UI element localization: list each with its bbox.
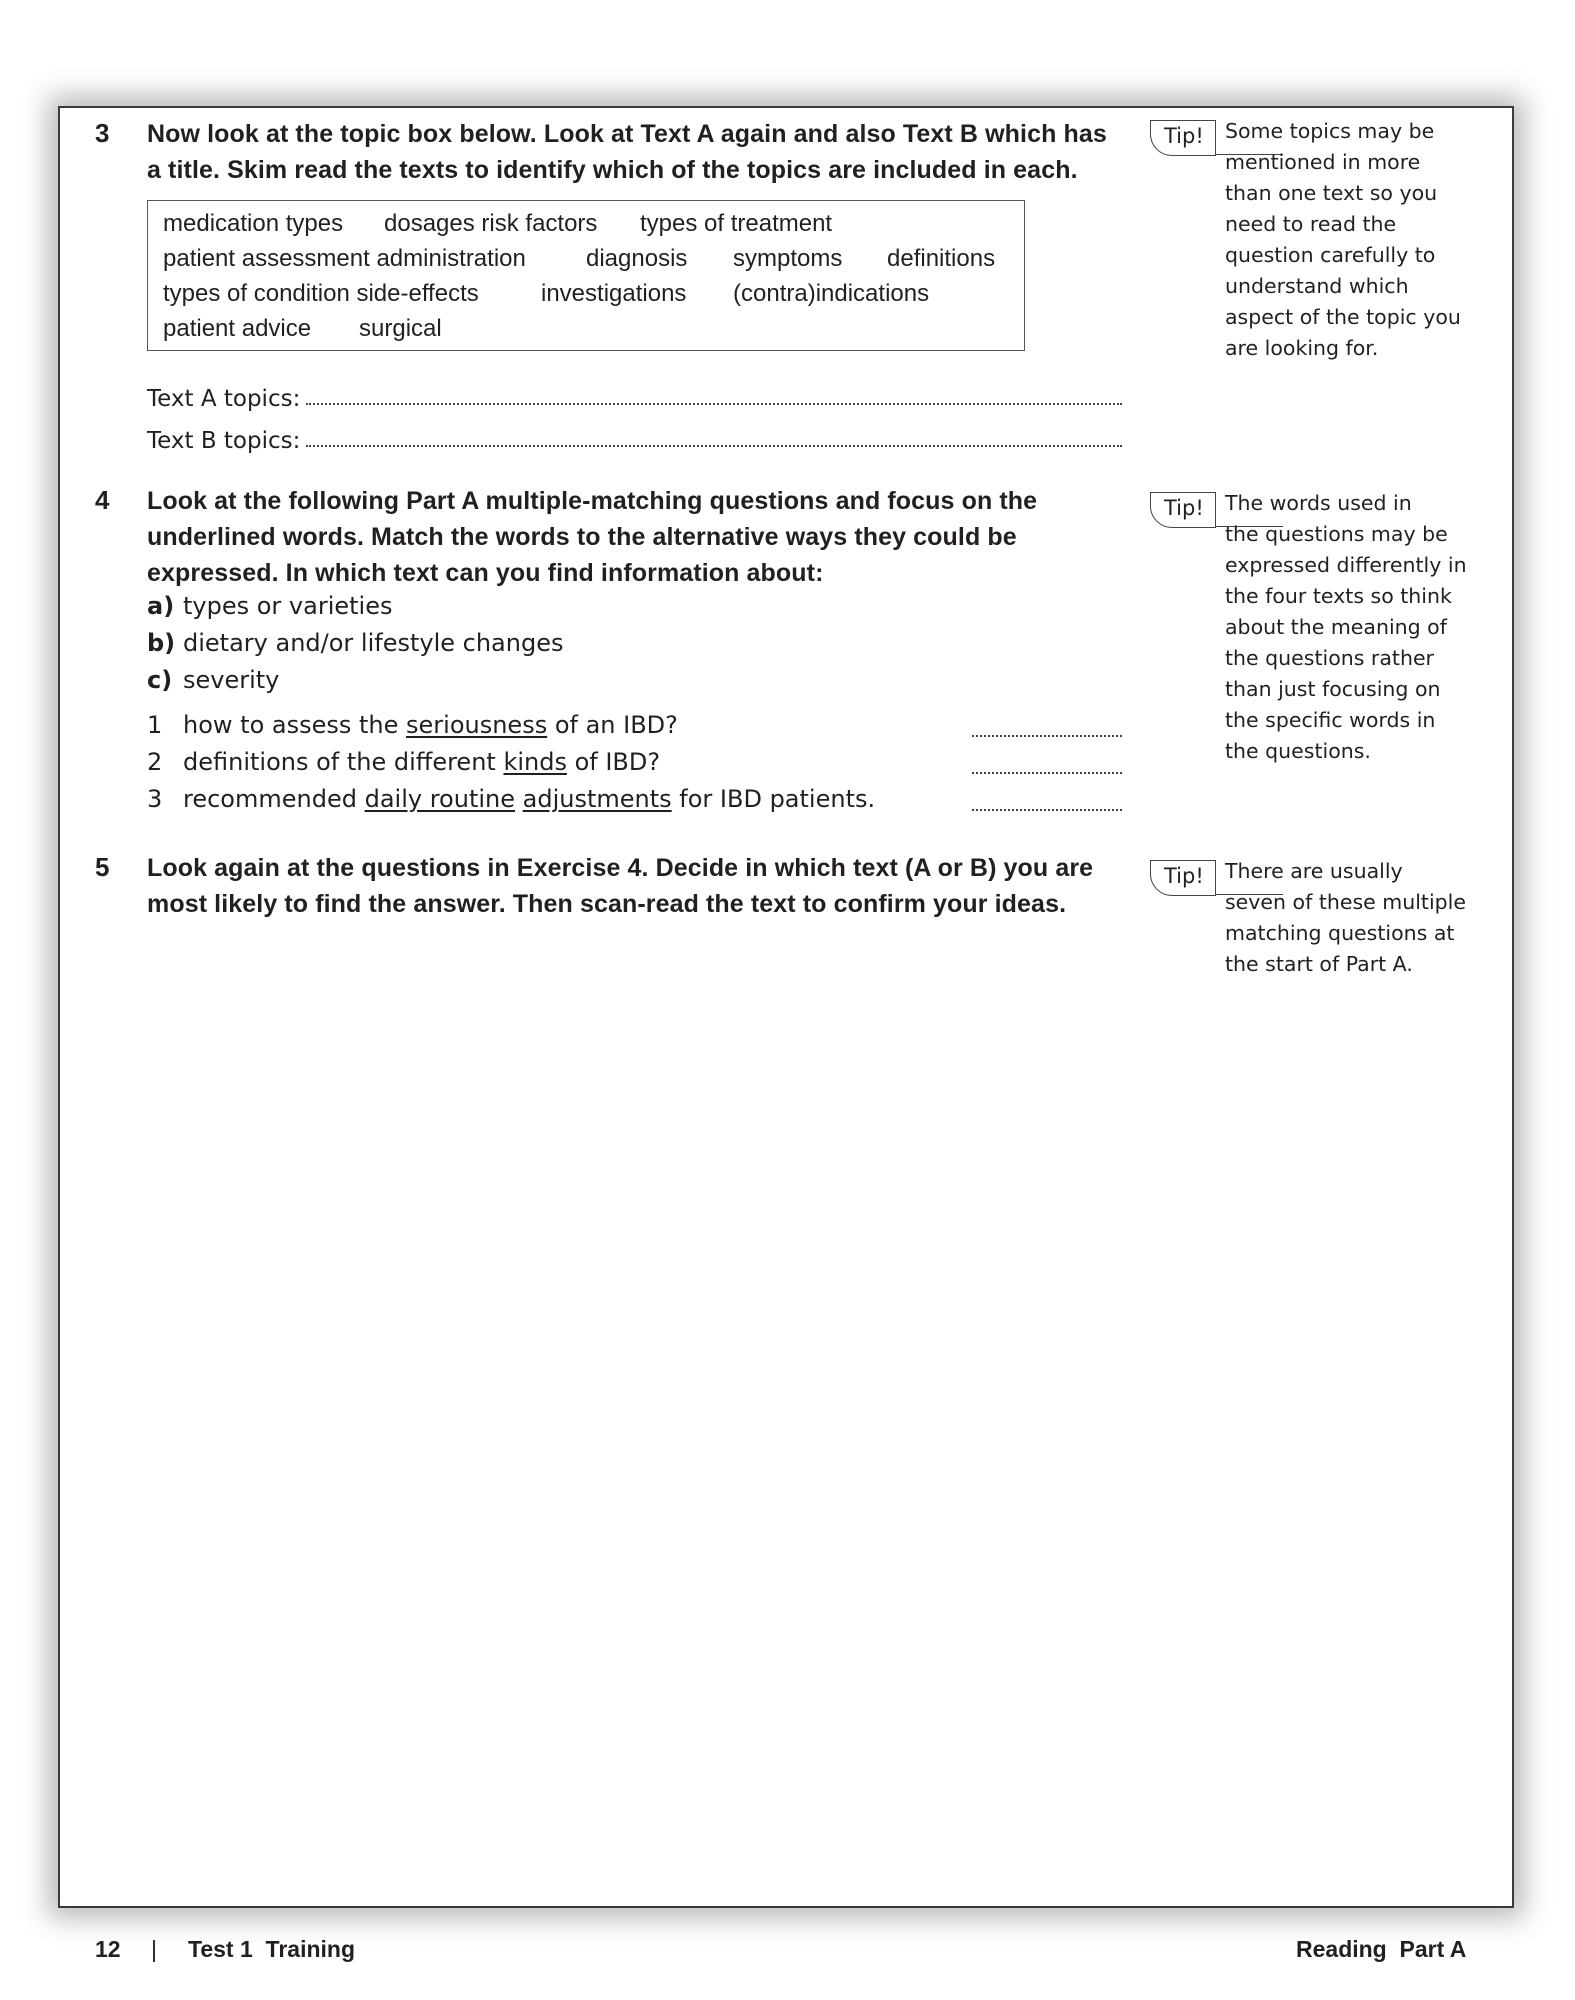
tip-line: the start of Part A. xyxy=(1225,952,1413,976)
question-number: 1 xyxy=(147,711,163,739)
tip-line: matching questions at xyxy=(1225,921,1455,945)
exercise-4-instruction-line-1: Look at the following Part A multiple-matching questions and focus on the xyxy=(147,487,1038,515)
tip-label: Tip! xyxy=(1164,124,1204,148)
tip-label: Tip! xyxy=(1164,864,1204,888)
tip-text-1 xyxy=(1225,116,1480,364)
exercise-4-number: 4 xyxy=(95,485,110,515)
exercise-5-instruction-line-2: most likely to find the answer. Then scan-read the text to confirm your ideas. xyxy=(147,890,1067,918)
tip-tab xyxy=(1150,860,1216,896)
tip-line: There are usually xyxy=(1225,859,1403,883)
tip-label: Tip! xyxy=(1164,496,1204,520)
tip-line: understand which xyxy=(1225,274,1409,298)
question-text-pre: recommended xyxy=(183,785,365,813)
exercise-4-instruction-line-2: underlined words. Match the words to the alternative ways they could be xyxy=(147,523,1017,551)
question-text-pre: definitions of the different xyxy=(183,748,504,776)
text-a-answer-line[interactable] xyxy=(306,402,1122,405)
footer-section: Test 1 Training xyxy=(188,1936,355,1962)
exercise-5-instruction-line-1: Look again at the questions in Exercise 4. Decide in which text (A or B) you are xyxy=(147,854,1094,882)
question-2-answer-line[interactable] xyxy=(972,771,1122,774)
option-letter: a) xyxy=(147,592,175,620)
topic-item: patient advice xyxy=(163,315,312,342)
tip-line: question carefully to xyxy=(1225,243,1436,267)
question-2 xyxy=(147,748,660,776)
underlined-word: kinds xyxy=(503,748,567,776)
underlined-word: daily routine xyxy=(364,785,515,813)
tip-line: are looking for. xyxy=(1225,336,1379,360)
exercise-4-instruction xyxy=(147,483,1117,591)
exercise-5-number: 5 xyxy=(95,852,110,882)
tip-tab xyxy=(1150,120,1216,156)
topic-item: definitions xyxy=(887,245,996,272)
exercise-4-instruction-line-3: expressed. In which text can you find information about: xyxy=(147,559,824,587)
tip-text-2 xyxy=(1225,488,1480,767)
question-text-post: of an IBD? xyxy=(547,711,678,739)
question-3-answer-line[interactable] xyxy=(972,808,1122,811)
tip-line: the questions rather xyxy=(1225,646,1434,670)
text-b-topics-label: Text B topics: xyxy=(147,428,301,454)
footer-right: Reading Part A xyxy=(1296,1936,1467,1962)
topic-item: investigations xyxy=(541,280,687,307)
question-text-post: for IBD patients. xyxy=(671,785,876,813)
exercise-3-number: 3 xyxy=(95,118,110,148)
text-b-answer-line[interactable] xyxy=(306,444,1122,447)
option-text: dietary and/or lifestyle changes xyxy=(183,629,564,657)
question-number: 2 xyxy=(147,748,163,776)
question-text-pre: how to assess the xyxy=(183,711,407,739)
tip-line: expressed differently in xyxy=(1225,553,1467,577)
exercise-3-instruction-line-2: a title. Skim read the texts to identify which of the topics are included in each. xyxy=(147,156,1078,184)
exercise-5-instruction xyxy=(147,850,1117,922)
tip-text-3 xyxy=(1225,856,1480,980)
underlined-word: adjustments xyxy=(522,785,672,813)
tip-line: the specific words in xyxy=(1225,708,1436,732)
exercise-3-instruction-line-1: Now look at the topic box below. Look at Text A again and also Text B which has xyxy=(147,120,1107,148)
topic-item: (contra)indications xyxy=(733,280,930,307)
tip-line: The words used in xyxy=(1225,491,1412,515)
topic-item: diagnosis xyxy=(586,245,688,272)
option-text: types or varieties xyxy=(183,592,393,620)
topic-item: dosages risk factors xyxy=(384,210,598,237)
topic-item: types of condition side-effects xyxy=(163,280,479,307)
tip-tab xyxy=(1150,492,1216,528)
question-number: 3 xyxy=(147,785,163,813)
option-b xyxy=(147,629,563,657)
tip-line: the four texts so think xyxy=(1225,584,1452,608)
tip-line: need to read the xyxy=(1225,212,1397,236)
question-1-answer-line[interactable] xyxy=(972,734,1122,737)
tip-line: the questions. xyxy=(1225,739,1371,763)
topic-item: medication types xyxy=(163,210,344,237)
tip-line: seven of these multiple xyxy=(1225,890,1466,914)
option-letter: c) xyxy=(147,666,173,694)
question-text-mid xyxy=(515,785,523,813)
text-b-topics-field[interactable] xyxy=(147,418,1122,454)
tip-line: the questions may be xyxy=(1225,522,1448,546)
option-text: severity xyxy=(183,666,280,694)
topic-item: types of treatment xyxy=(640,210,833,237)
topic-item: surgical xyxy=(359,315,442,342)
tip-line: than just focusing on xyxy=(1225,677,1441,701)
footer-separator: | xyxy=(151,1936,157,1962)
tip-line: than one text so you xyxy=(1225,181,1438,205)
tip-line: mentioned in more xyxy=(1225,150,1421,174)
question-1 xyxy=(147,711,678,739)
exercise-3-instruction xyxy=(147,116,1117,188)
topic-item: patient assessment administration xyxy=(163,245,526,272)
tip-line: about the meaning of xyxy=(1225,615,1447,639)
option-letter: b) xyxy=(147,629,176,657)
question-3 xyxy=(147,785,875,813)
topic-item: symptoms xyxy=(733,245,843,272)
tip-line: Some topics may be xyxy=(1225,119,1435,143)
option-a xyxy=(147,592,392,620)
question-text-post: of IBD? xyxy=(566,748,661,776)
option-c xyxy=(147,666,279,694)
underlined-word: seriousness xyxy=(406,711,548,739)
tip-line: aspect of the topic you xyxy=(1225,305,1461,329)
text-a-topics-label: Text A topics: xyxy=(147,386,301,412)
text-a-topics-field[interactable] xyxy=(147,376,1122,412)
page-number: 12 xyxy=(95,1936,121,1962)
